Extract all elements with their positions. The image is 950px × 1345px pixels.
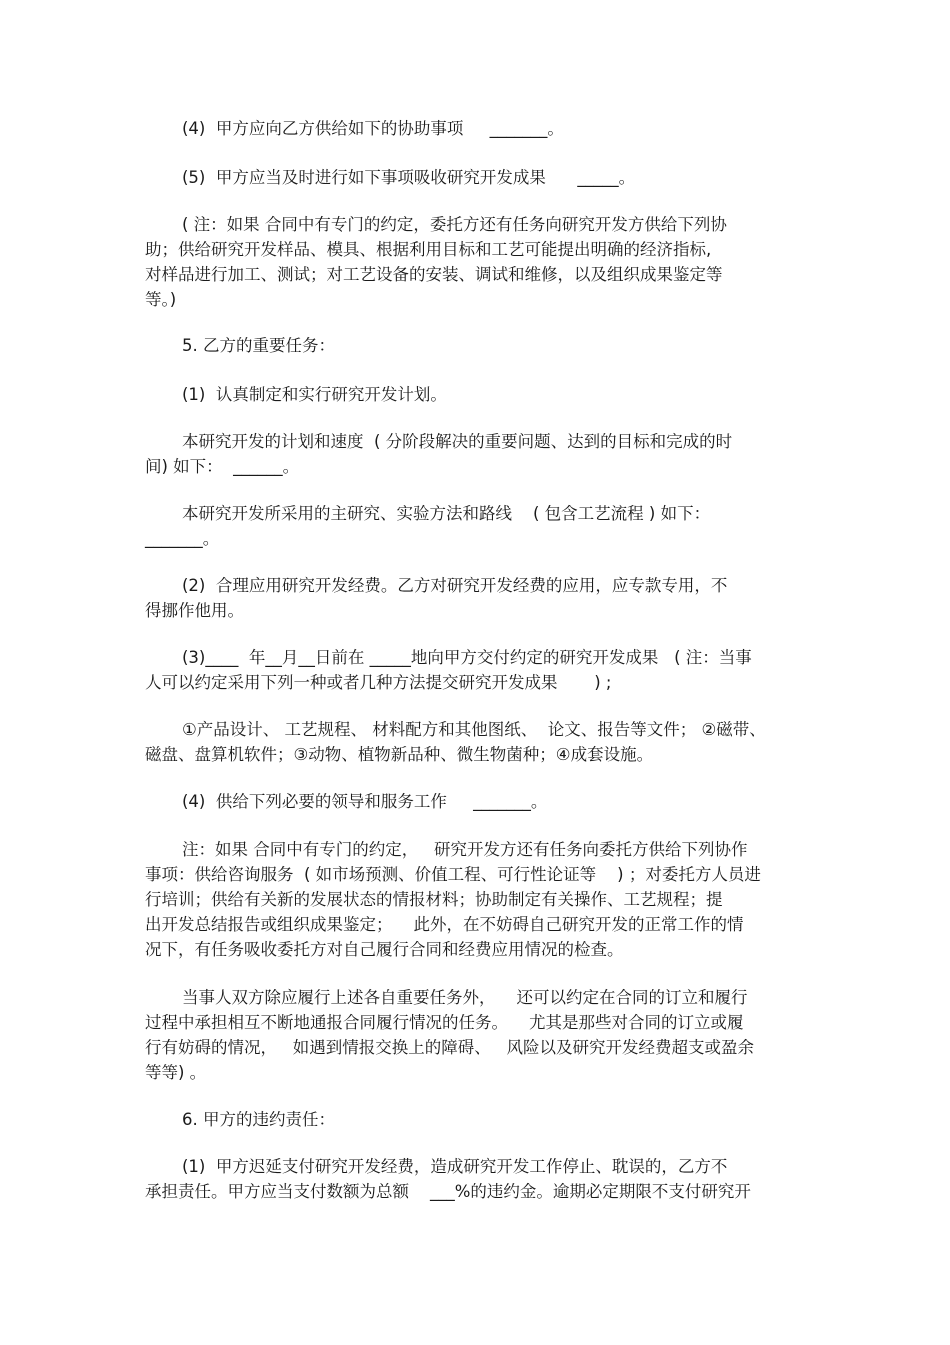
liability-1-line-2: 承担责任。甲方应当支付数额为总额 ___%的违约金。逾期必定期限不支付研究开 — [145, 1182, 751, 1201]
mutual-duty-line-4: 等等) 。 — [145, 1063, 207, 1082]
note-2-line-3: 行培训；供给有关新的发展状态的情报材料；协助制定有关操作、工艺规程；提 — [145, 890, 723, 909]
clause-4-text: (4) 甲方应向乙方供给如下的协助事项 _______。 — [182, 119, 564, 138]
note-2-line-2: 事项：供给咨询服务 ( 如市场预测、价值工程、可行性论证等 ) ；对委托方人员进 — [145, 865, 761, 884]
mutual-duty-line-3: 行有妨碍的情况， 如遇到情报交换上的障碍、 风险以及研究开发经费超支或盈余 — [145, 1038, 754, 1057]
duty-4-text: (4) 供给下列必要的领导和服务工作 _______。 — [182, 792, 548, 811]
clause-5-text: (5) 甲方应当及时进行如下事项吸收研究开发成果 _____。 — [182, 168, 636, 187]
note-2-line-4: 出开发总结报告或组织成果鉴定； 此外，在不妨碍自己研究开发的正常工作的情 — [145, 915, 744, 934]
note-line-1: ( 注：如果 合同中有专门的约定，委托方还有任务向研究开发方供给下列协 — [182, 215, 727, 234]
note-2-line-5: 况下，有任务吸收委托方对自己履行合同和经费应用情况的检查。 — [145, 940, 624, 959]
liability-1-line-1: (1) 甲方迟延支付研究开发经费，造成研究开发工作停止、耽误的，乙方不 — [182, 1157, 728, 1176]
plan-line-1: 本研究开发的计划和速度 ( 分阶段解决的重要问题、达到的目标和完成的时 — [182, 432, 733, 451]
plan-line-2: 间) 如下： ______。 — [145, 457, 300, 476]
mutual-duty-line-2: 过程中承担相互不断地通报合同履行情况的任务。 尤其是那些对合同的订立或履 — [145, 1013, 744, 1032]
duty-1-text: (1) 认真制定和实行研究开发计划。 — [182, 385, 447, 404]
mutual-duty-line-1: 当事人双方除应履行上述各自重要任务外， 还可以约定在合同的订立和履行 — [182, 988, 748, 1007]
methods-list-line-1: ①产品设计、 工艺规程、 材料配方和其他图纸、 论文、报告等文件； ②磁带、 — [182, 720, 766, 739]
note-line-2: 助；供给研究开发样品、模具、根据利用目标和工艺可能提出明确的经济指标, — [145, 240, 712, 259]
section-6-heading: 6. 甲方的违约责任： — [182, 1110, 335, 1129]
note-line-4: 等。) — [145, 290, 177, 309]
duty-2-line-2: 得挪作他用。 — [145, 601, 244, 620]
duty-3-line-1: (3)____ 年__月__日前在 _____地向甲方交付约定的研究开发成果 ( 注：当事 — [182, 648, 752, 667]
note-line-3: 对样品进行加工、测试；对工艺设备的安装、调试和维修，以及组织成果鉴定等 — [145, 265, 723, 284]
section-5-heading: 5. 乙方的重要任务： — [182, 336, 335, 355]
methods-list-line-2: 磁盘、盘算机软件；③动物、植物新品种、微生物菌种；④成套设施。 — [145, 745, 654, 764]
duty-3-line-2: 人可以约定采用下列一种或者几种方法提交研究开发成果 ) ; — [145, 673, 612, 692]
note-2-line-1: 注：如果 合同中有专门的约定， 研究开发方还有任务向委托方供给下列协作 — [182, 840, 748, 859]
duty-2-line-1: (2) 合理应用研究开发经费。乙方对研究开发经费的应用，应专款专用，不 — [182, 576, 728, 595]
method-line-1: 本研究开发所采用的主研究、实验方法和路线 ( 包含工艺流程 ) 如下： — [182, 504, 711, 523]
method-line-2: _______。 — [145, 529, 220, 548]
